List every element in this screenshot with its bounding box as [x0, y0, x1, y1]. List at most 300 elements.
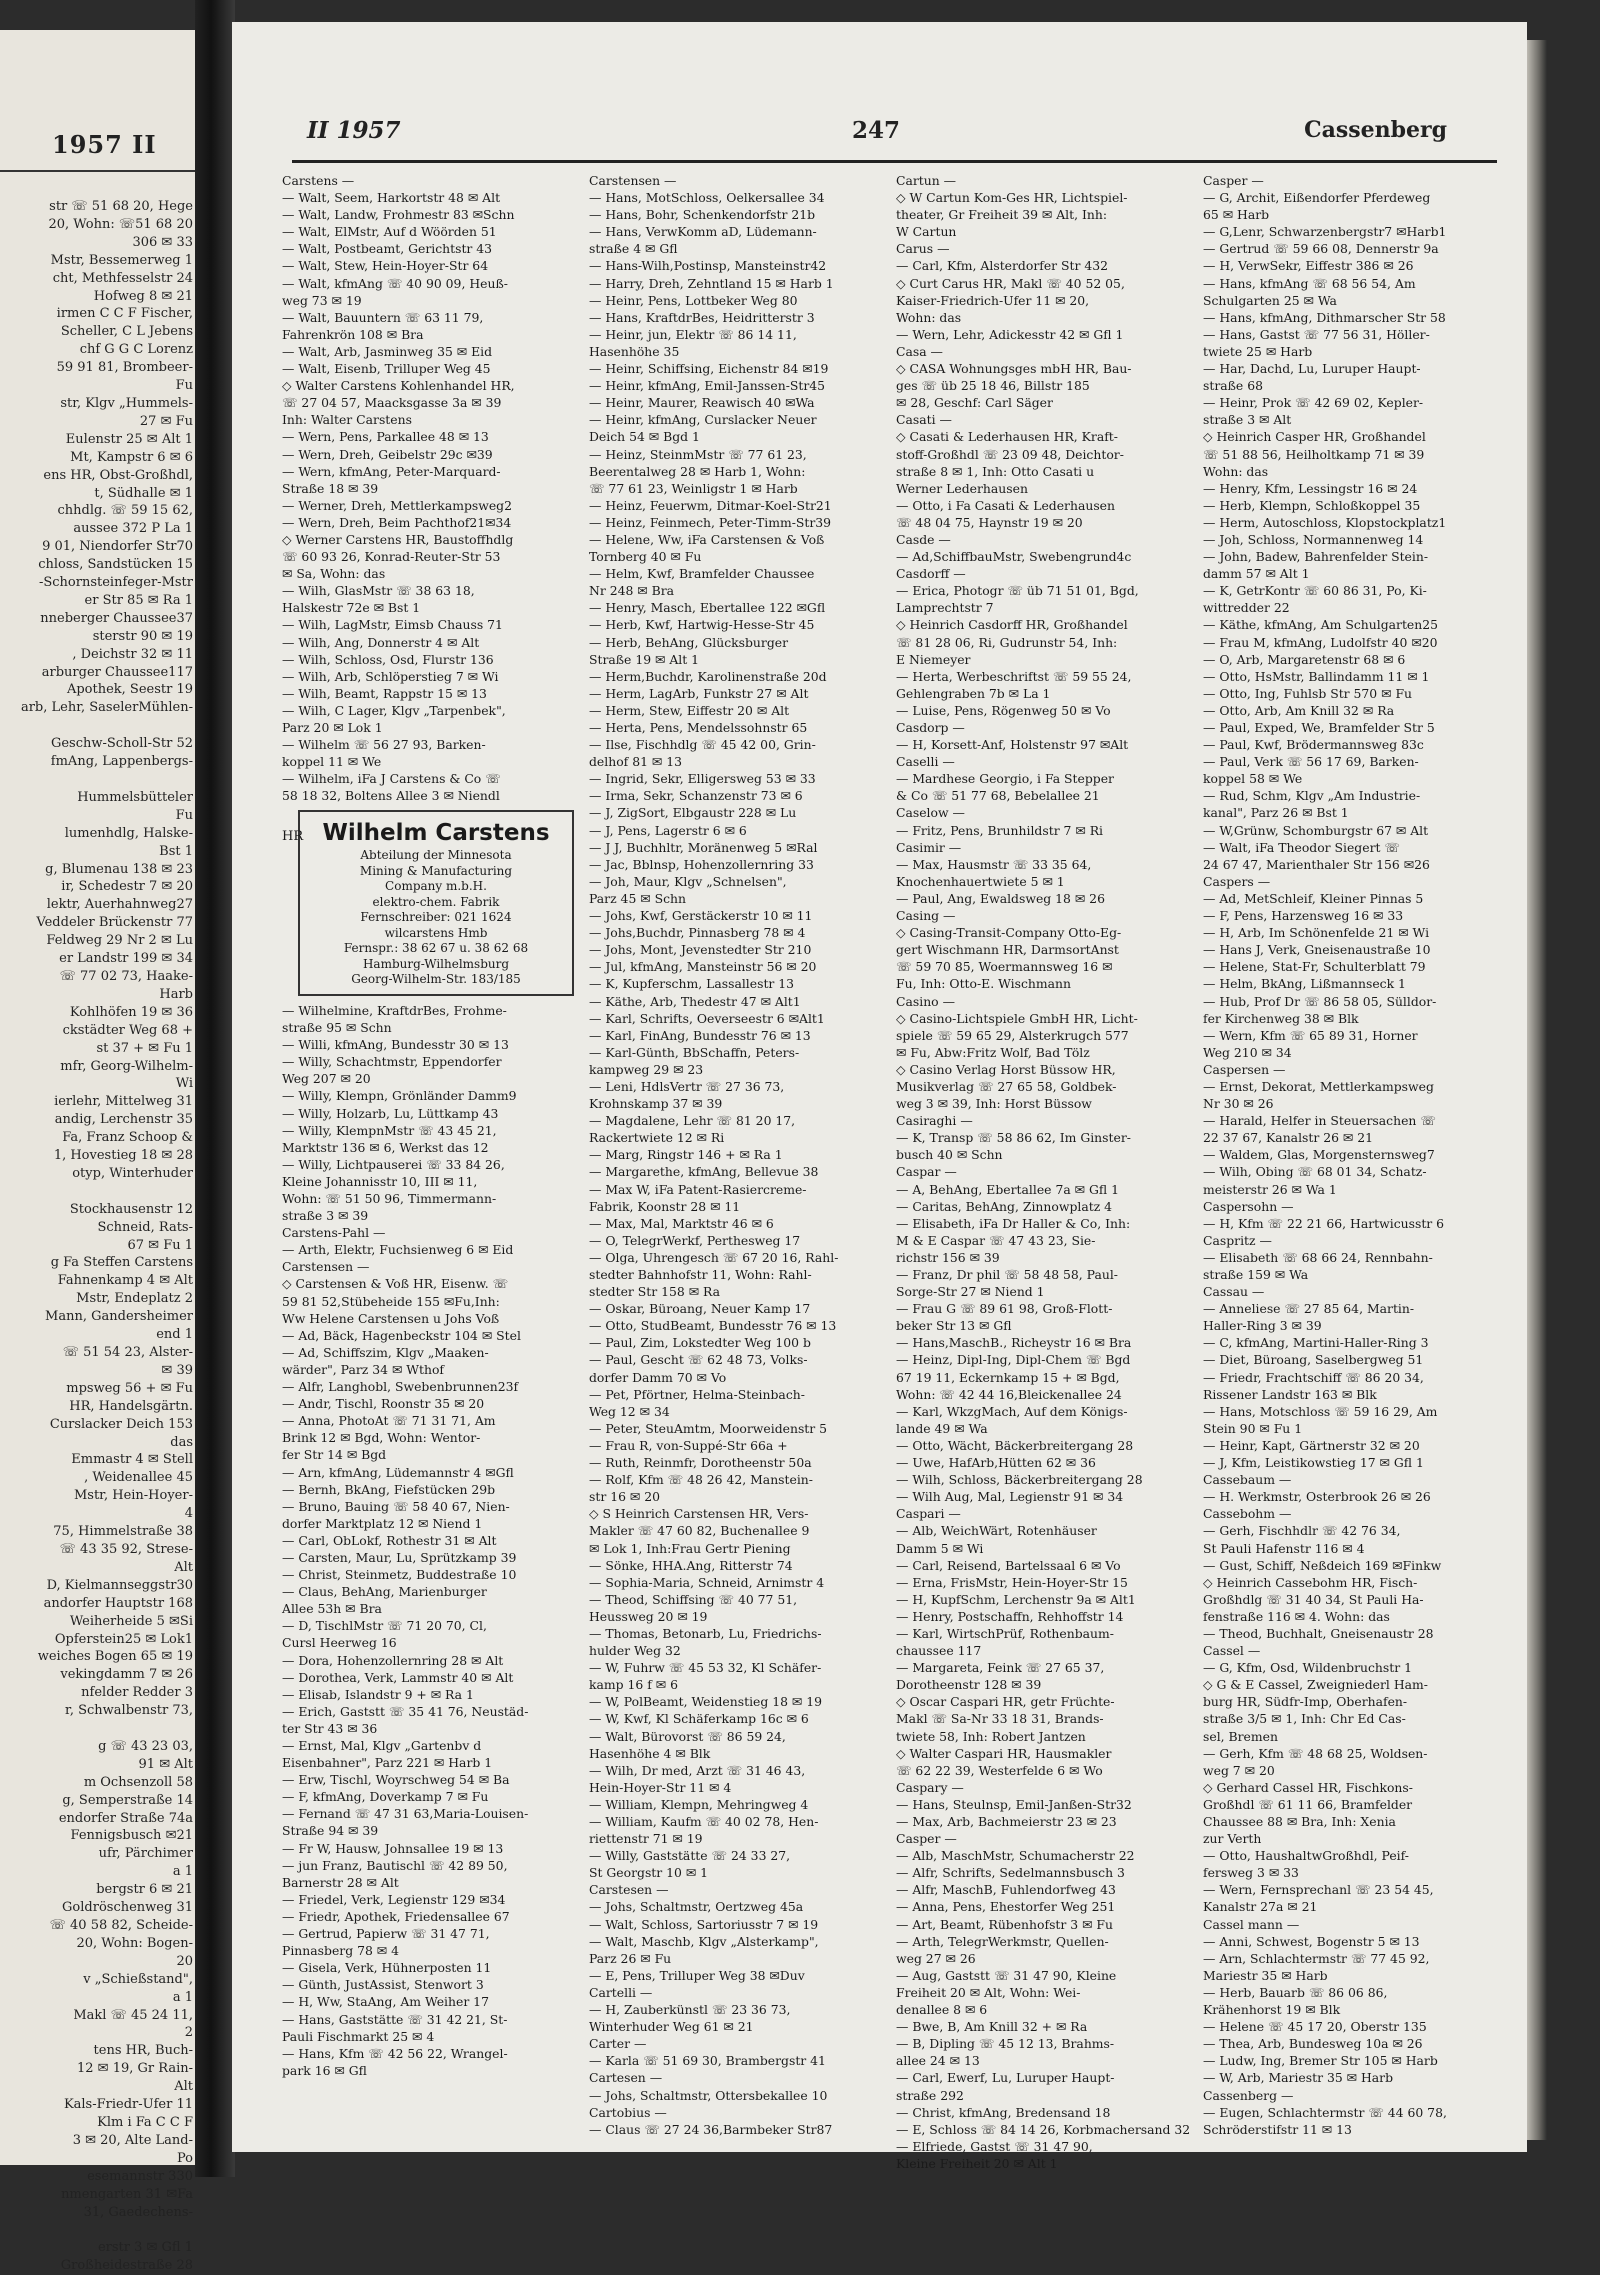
entry-line: — Thomas, Betonarb, Lu, Friedrichs-: [589, 1625, 822, 1641]
entry-line: — Johs, Schaltmstr, Oertzweg 45a: [589, 1899, 804, 1915]
entry-line: 67 ✉ Fu 1: [127, 1237, 193, 1253]
entry-line: — Wern, Lehr, Adickesstr 42 ✉ Gfl 1: [896, 326, 1124, 342]
entry-line: — Walt, Stew, Hein-Hoyer-Str 64: [282, 258, 489, 274]
entry-line: Eisenbahner", Parz 221 ✉ Harb 1: [282, 1755, 493, 1771]
entry-line: — Wilh, Schloss, Bäckerbreitergang 28: [896, 1472, 1143, 1488]
entry-line: , Deichstr 32 ✉ 11: [72, 646, 193, 662]
entry-line: Carus —: [896, 241, 950, 257]
entry-line: — H, KupfSchm, Lerchenstr 9a ✉ Alt1: [896, 1591, 1136, 1607]
entry-line: — Mardhese Georgio, i Fa Stepper: [896, 771, 1114, 787]
entry-line: — Herb, BehAng, Glücksburger: [589, 634, 789, 650]
entry-line: — Pet, Pförtner, Helma-Steinbach-: [589, 1386, 805, 1402]
entry-line: ens HR, Obst-Großhdl,: [43, 467, 193, 483]
entry-line: — Otto, HsMstr, Ballindamm 11 ✉ 1: [1203, 668, 1430, 684]
entry-line: Gehlengraben 7b ✉ La 1: [896, 685, 1051, 701]
entry-line: aussee 372 P La 1: [73, 521, 193, 537]
entry-line: 3 ✉ 20, Alte Land-: [72, 2132, 193, 2148]
entry-line: Schulgarten 25 ✉ Wa: [1203, 292, 1337, 308]
entry-line: — J, Kfm, Leistikowstieg 17 ✉ Gfl 1: [1203, 1455, 1424, 1471]
entry-line: Inh: Walter Carstens: [282, 412, 412, 428]
entry-line: — Claus, BehAng, Marienburger: [282, 1584, 487, 1600]
entry-line: — Walt, Landw, Frohmestr 83 ✉Schn: [282, 207, 515, 223]
entry-line: Pinnasberg 78 ✉ 4: [282, 1943, 399, 1959]
entry-line: — W, PolBeamt, Weidenstieg 18 ✉ 19: [589, 1694, 823, 1710]
entry-line: — Hans, Motschloss ☏ 59 16 29, Am: [1203, 1403, 1438, 1419]
entry-line: ir, Schedestr 7 ✉ 20: [61, 879, 193, 895]
entry-line: — Margareta, Feink ☏ 27 65 37,: [896, 1660, 1105, 1676]
entry-line: — Carl, ObLokf, Rothestr 31 ✉ Alt: [282, 1532, 497, 1548]
entry-line: ◇ Casino-Lichtspiele GmbH HR, Licht-: [896, 1010, 1138, 1026]
entry-line: — Ad,SchiffbauMstr, Swebengrund4c: [896, 549, 1132, 565]
entry-line: lumenhdlg, Halske-: [64, 825, 193, 841]
entry-line: Rissener Landstr 163 ✉ Blk: [1203, 1386, 1377, 1402]
entry-line: — D, TischlMstr ☏ 71 20 70, Cl,: [282, 1618, 487, 1634]
entry-line: — Magdalene, Lehr ☏ 81 20 17,: [589, 1113, 796, 1129]
entry-line: denallee 8 ✉ 6: [896, 2002, 988, 2018]
entry-line: fer Str 14 ✉ Bgd: [282, 1447, 387, 1463]
entry-line: — H, Arb, Im Schönenfelde 21 ✉ Wi: [1203, 925, 1430, 941]
entry-line: wilcarstens Hmb: [384, 925, 488, 940]
entry-line: — Otto, Ing, Fuhlsb Str 570 ✉ Fu: [1203, 685, 1413, 701]
entry-line: -Schornsteinfeger-Mstr: [38, 575, 193, 591]
entry-line: Straße 19 ✉ Alt 1: [589, 651, 700, 667]
entry-line: Fernschreiber: 021 1624: [360, 910, 512, 925]
entry-line: andig, Lerchenstr 35: [54, 1112, 193, 1128]
entry-line: — Paul, Gescht ☏ 62 48 73, Volks-: [589, 1352, 808, 1368]
entry-line: Nr 30 ✉ 26: [1203, 1096, 1274, 1112]
advert-box: [298, 810, 574, 996]
entry-line: Carstens-Pahl —: [282, 1225, 386, 1241]
entry-line: — Wilh, Schloss, Osd, Flurstr 136: [282, 651, 494, 667]
entry-line: — Wilh, GlasMstr ☏ 38 63 18,: [282, 583, 475, 599]
entry-line: Cassau —: [1203, 1284, 1265, 1300]
entry-line: — Herta, Werbeschriftst ☏ 59 55 24,: [896, 668, 1132, 684]
entry-line: Damm 5 ✉ Wi: [896, 1540, 984, 1556]
entry-line: ◇ CASA Wohnungsges mbH HR, Bau-: [896, 361, 1132, 377]
entry-line: er Landstr 199 ✉ 34: [59, 951, 193, 967]
entry-line: M & E Caspar ☏ 47 43 23, Sie-: [896, 1232, 1096, 1248]
entry-line: ◇ Gerhard Cassel HR, Fischkons-: [1203, 1779, 1413, 1795]
entry-line: — Henry, Kfm, Lessingstr 16 ✉ 24: [1203, 480, 1418, 496]
entry-line: Alt: [174, 1559, 193, 1575]
entry-line: — Theod, Buchhalt, Gneisenaustr 28: [1203, 1625, 1434, 1641]
entry-line: — E, Pens, Trilluper Weg 38 ✉Duv: [589, 1967, 805, 1983]
entry-line: Werner Lederhausen: [896, 480, 1028, 496]
entry-line: St Pauli Hafenstr 116 ✉ 4: [1203, 1540, 1365, 1556]
entry-line: — Johs,Buchdr, Pinnasberg 78 ✉ 4: [589, 925, 806, 941]
entry-line: str, Klgv „Hummels-: [60, 395, 193, 411]
entry-line: Carstesen —: [589, 1882, 669, 1898]
entry-line: — Ad, Bäck, Hagenbeckstr 104 ✉ Stel: [282, 1327, 521, 1343]
directory-page: [232, 22, 1527, 2171]
entry-line: mpsweg 56 + ✉ Fu: [66, 1380, 193, 1396]
entry-line: — Walt, Postbeamt, Gerichtstr 43: [282, 241, 493, 257]
entry-line: — Gisela, Verk, Hühnerposten 11: [282, 1960, 492, 1976]
entry-line: Wi: [175, 1076, 193, 1092]
entry-line: Fu: [175, 378, 193, 394]
entry-line: Sorge-Str 27 ✉ Niend 1: [896, 1284, 1045, 1300]
entry-line: 65 ✉ Harb: [1203, 207, 1270, 223]
entry-line: Carter —: [589, 2036, 647, 2052]
entry-line: Fa, Franz Schoop &: [62, 1130, 193, 1146]
entry-line: — Anni, Schwest, Bogenstr 5 ✉ 13: [1203, 1933, 1420, 1949]
entry-line: — Wilh, Arb, Schlöperstieg 7 ✉ Wi: [282, 668, 499, 684]
entry-line: — H, Korsett-Anf, Holstenstr 97 ✉Alt: [896, 737, 1129, 753]
entry-line: Apothek, Seestr 19: [66, 682, 193, 698]
entry-line: Knochenhauertwiete 5 ✉ 1: [896, 873, 1065, 889]
entry-line: — Ilse, Fischhdlg ☏ 45 42 00, Grin-: [589, 737, 816, 753]
entry-line: — E, Schloss ☏ 84 14 26, Korbmachersand 32: [896, 2121, 1191, 2137]
entry-line: Fahrenkrön 108 ✉ Bra: [282, 326, 424, 342]
entry-line: — Carsten, Maur, Lu, Sprützkamp 39: [282, 1549, 517, 1565]
entry-line: — Oskar, Büroang, Neuer Kamp 17: [589, 1301, 811, 1317]
book-gutter: [195, 0, 235, 2177]
entry-line: — Anna, Pens, Ehestorfer Weg 251: [896, 1899, 1116, 1915]
left-page-header: 1957 II: [52, 130, 157, 159]
entry-line: Caspersen —: [1203, 1061, 1286, 1077]
entry-line: — Willy, Klempn, Grönländer Damm9: [282, 1088, 517, 1104]
entry-line: Barnerstr 28 ✉ Alt: [282, 1874, 399, 1890]
entry-line: 1, Hovestieg 18 ✉ 28: [53, 1148, 193, 1164]
advert-hr-mark: HR: [282, 829, 304, 845]
entry-line: — Ad, MetSchleif, Kleiner Pinnas 5: [1203, 890, 1424, 906]
entry-line: — Dorothea, Verk, Lammstr 40 ✉ Alt: [282, 1669, 514, 1685]
entry-line: Fu: [175, 807, 193, 823]
entry-line: — Henry, Masch, Ebertallee 122 ✉Gfl: [589, 600, 826, 616]
entry-line: — Käthe, kfmAng, Am Schulgarten25: [1203, 617, 1439, 633]
entry-line: wittredder 22: [1203, 600, 1290, 616]
entry-line: — Wern, Pens, Parkallee 48 ✉ 13: [282, 429, 489, 445]
entry-line: 31, Gaedechens-: [83, 2204, 193, 2220]
entry-line: — K, GetrKontr ☏ 60 86 31, Po, Ki-: [1203, 583, 1427, 599]
entry-line: g Fa Steffen Carstens: [50, 1255, 193, 1271]
entry-line: — H, Zauberkünstl ☏ 23 36 73,: [589, 2002, 791, 2018]
entry-line: — K, Transp ☏ 58 86 62, Im Ginster-: [896, 1130, 1131, 1146]
entry-line: D, Kielmannseggstr30: [46, 1577, 193, 1593]
entry-line: straße 95 ✉ Schn: [282, 1020, 392, 1036]
entry-line: Weg 12 ✉ 34: [589, 1403, 670, 1419]
column-1: [282, 172, 574, 2132]
entry-line: — Ruth, Reinmfr, Dorotheenstr 50a: [589, 1455, 812, 1471]
entry-line: — Ernst, Dekorat, Mettlerkampsweg: [1203, 1078, 1434, 1094]
entry-line: Casing —: [896, 908, 956, 924]
entry-line: — Elisabeth, iFa Dr Haller & Co, Inh:: [896, 1215, 1131, 1231]
entry-line: [0, 771, 193, 789]
entry-line: — Anna, PhotoAt ☏ 71 31 71, Am: [282, 1413, 496, 1429]
entry-line: Kleine Freiheit 20 ✉ Alt 1: [896, 2155, 1058, 2171]
entry-line: park 16 ✉ Gfl: [282, 2062, 367, 2078]
entry-line: — J, ZigSort, Elbgaustr 228 ✉ Lu: [589, 805, 797, 821]
entry-line: — H, Ww, StaAng, Am Weiher 17: [282, 1994, 489, 2010]
entry-line: — Carl, Reisend, Bartelssaal 6 ✉ Vo: [896, 1557, 1121, 1573]
entry-line: — Wilhelm, iFa J Carstens & Co ☏: [282, 771, 501, 787]
entry-line: — Fritz, Pens, Brunhildstr 7 ✉ Ri: [896, 822, 1103, 838]
entry-line: Georg-Wilhelm-Str. 183/185: [351, 972, 521, 987]
entry-line: Dorotheenstr 128 ✉ 39: [896, 1677, 1042, 1693]
entry-line: Cartobius —: [589, 2104, 667, 2120]
entry-line: — Paul, Kwf, Brödermannsweg 83c: [1203, 737, 1424, 753]
entry-line: — Käthe, Arb, Thedestr 47 ✉ Alt1: [589, 993, 801, 1009]
entry-line: Makl ☏ 45 24 11,: [73, 2007, 193, 2023]
entry-line: — Fr W, Hausw, Johnsallee 19 ✉ 13: [282, 1840, 504, 1856]
left-page-lines: [0, 198, 193, 2275]
entry-line: straße 292: [896, 2087, 964, 2103]
entry-line: 20: [176, 1953, 193, 1969]
entry-line: — Johs, Mont, Jevenstedter Str 210: [589, 942, 812, 958]
entry-line: beker Str 13 ✉ Gfl: [896, 1318, 1012, 1334]
entry-line: — Max, Hausmstr ☏ 33 35 64,: [896, 856, 1092, 872]
entry-line: — Johs, Kwf, Gerstäckerstr 10 ✉ 11: [589, 908, 813, 924]
entry-line: — Wilh Aug, Mal, Legienstr 91 ✉ 34: [896, 1489, 1124, 1505]
entry-line: — Bernh, BkAng, Fiefstücken 29b: [282, 1481, 496, 1497]
entry-line: Weg 207 ✉ 20: [282, 1071, 371, 1087]
entry-line: — G,Lenr, Schwarzenbergstr7 ✉Harb1: [1203, 224, 1447, 240]
entry-line: — Erw, Tischl, Woyrschweg 54 ✉ Ba: [282, 1772, 510, 1788]
entry-line: Kohlhöfen 19 ✉ 36: [69, 1004, 193, 1020]
entry-line: — Hans, VerwKomm aD, Lüdemann-: [589, 224, 817, 240]
entry-line: — Elisab, Islandstr 9 + ✉ Ra 1: [282, 1686, 474, 1702]
entry-line: ◇ Werner Carstens HR, Baustoffhdlg: [282, 531, 514, 547]
entry-line: — W, Arb, Mariestr 35 ✉ Harb: [1203, 2070, 1394, 2086]
entry-line: — Helm, BkAng, Lißmannseck 1: [1203, 976, 1406, 992]
entry-line: ☏ 51 88 56, Heilholtkamp 71 ✉ 39: [1203, 446, 1425, 462]
entry-line: — J J, Buchhltr, Moränenweg 5 ✉Ral: [589, 839, 818, 855]
entry-line: E Niemeyer: [896, 651, 971, 667]
entry-line: — G, Kfm, Osd, Wildenbruchstr 1: [1203, 1660, 1412, 1676]
entry-line: Goldröschenweg 31: [62, 1900, 193, 1916]
entry-line: Musikverlag ☏ 27 65 58, Goldbek-: [896, 1078, 1117, 1094]
entry-line: ◇ Heinrich Cassebohm HR, Fisch-: [1203, 1574, 1418, 1590]
entry-line: ☏ 43 35 92, Strese-: [59, 1541, 193, 1557]
entry-line: wärder", Parz 34 ✉ Wthof: [282, 1361, 445, 1377]
entry-line: ☏ 40 58 82, Scheide-: [49, 1918, 193, 1933]
entry-line: ✉ 28, Geschf: Carl Säger: [896, 395, 1053, 411]
entry-line: Cassebohm —: [1203, 1506, 1292, 1522]
entry-line: ◇ Casing-Transit-Company Otto-Eg-: [896, 925, 1122, 941]
entry-line: Casper —: [896, 1831, 957, 1847]
advert-title: Wilhelm Carstens: [322, 820, 550, 847]
entry-line: arb, Lehr, SaselerMühlen-: [20, 700, 193, 716]
entry-line: — Friedel, Verk, Legienstr 129 ✉34: [282, 1891, 506, 1907]
entry-line: Großheidestraße 28: [60, 2258, 193, 2274]
entry-line: cht, Methfesselstr 24: [52, 270, 193, 286]
entry-line: — Johs, Schaltmstr, Ottersbekallee 10: [589, 2087, 828, 2103]
entry-line: fersweg 3 ✉ 33: [1203, 1865, 1299, 1881]
entry-line: ☏ 60 93 26, Konrad-Reuter-Str 53: [282, 549, 501, 565]
entry-line: Hamburg-Wilhelmsburg: [362, 956, 510, 971]
entry-line: — Aug, Gaststt ☏ 31 47 90, Kleine: [896, 1967, 1117, 1983]
entry-line: — Alb, MaschMstr, Schumacherstr 22: [896, 1848, 1135, 1864]
entry-line: — Dora, Hohenzollernring 28 ✉ Alt: [282, 1652, 504, 1668]
entry-line: ☏ 81 28 06, Ri, Gudrunstr 54, Inh:: [896, 634, 1118, 650]
entry-line: Feldweg 29 Nr 2 ✉ Lu: [46, 933, 193, 949]
entry-line: — Alb, WeichWärt, Rotenhäuser: [896, 1523, 1097, 1539]
entry-line: ◇ Curt Carus HR, Makl ☏ 40 52 05,: [896, 275, 1125, 291]
entry-line: sterstr 90 ✉ 19: [92, 628, 193, 644]
entry-line: ☏ 77 61 23, Weinligstr 1 ✉ Harb: [589, 480, 798, 496]
entry-line: — Wern, Dreh, Geibelstr 29c ✉39: [282, 446, 493, 462]
entry-line: — Marg, Ringstr 146 + ✉ Ra 1: [589, 1147, 783, 1163]
entry-line: Fu, Inh: Otto-E. Wischmann: [896, 976, 1071, 992]
entry-line: Weiherheide 5 ✉Si: [69, 1613, 193, 1629]
entry-line: Mt, Kampstr 6 ✉ 6: [70, 449, 193, 465]
entry-line: — Karl, WkzgMach, Auf dem Königs-: [896, 1403, 1128, 1419]
entry-line: — Gertrud, Papierw ☏ 31 47 71,: [282, 1926, 490, 1942]
entry-line: Caspary —: [896, 1779, 964, 1795]
entry-line: Schneid, Rats-: [97, 1219, 193, 1235]
entry-line: damm 57 ✉ Alt 1: [1203, 566, 1310, 582]
entry-line: straße 4 ✉ Gfl: [589, 241, 678, 257]
entry-line: — B, Dipling ☏ 45 12 13, Brahms-: [896, 2036, 1115, 2052]
entry-line: — Alfr, Langhobl, Swebenbrunnen23f: [282, 1379, 519, 1395]
entry-line: — Walt, kfmAng ☏ 40 90 09, Heuß-: [282, 275, 508, 291]
entry-line: 20, Wohn: ☏51 68 20: [48, 216, 193, 232]
volume-label: II 1957: [307, 117, 401, 144]
left-page: [0, 30, 196, 2274]
entry-line: mfr, Georg-Wilhelm-: [60, 1058, 193, 1074]
entry-line: lektr, Auerhahnweg27: [46, 897, 193, 913]
entry-line: Carstensen —: [589, 173, 677, 188]
entry-line: — Wilh, Obing ☏ 68 01 34, Schatz-: [1203, 1164, 1427, 1180]
entry-line: — Karl-Günth, BbSchaffn, Peters-: [589, 1044, 800, 1060]
entry-line: Mann, Gandersheimer: [45, 1309, 193, 1325]
entry-line: Hofweg 8 ✉ 21: [93, 288, 193, 304]
entry-line: — Frau M, kfmAng, Ludolfstr 40 ✉20: [1203, 634, 1438, 650]
entry-line: — Heinr, Schiffsing, Eichenstr 84 ✉19: [589, 361, 829, 377]
entry-line: richstr 156 ✉ 39: [896, 1249, 1000, 1265]
entry-line: Carstensen —: [282, 1259, 370, 1275]
entry-line: Tornberg 40 ✉ Fu: [589, 549, 702, 565]
entry-line: — Walt, Eisenb, Trilluper Weg 45: [282, 361, 491, 377]
entry-line: — Wilhelm ☏ 56 27 93, Barken-: [282, 737, 486, 753]
entry-line: Casde —: [896, 531, 951, 547]
entry-line: straße 8 ✉ 1, Inh: Otto Casati u: [896, 463, 1095, 479]
entry-line: — K, Kupferschm, Lassallestr 13: [589, 976, 795, 992]
entry-line: — Friedr, Frachtschiff ☏ 86 20 34,: [1203, 1369, 1424, 1385]
entry-line: — Carl, Kfm, Alsterdorfer Str 432: [896, 258, 1109, 274]
entry-line: — Wern, Dreh, Beim Pachthof21✉34: [282, 514, 512, 530]
entry-line: — Helene, Stat-Fr, Schulterblatt 79: [1203, 959, 1426, 975]
entry-line: ckstädter Weg 68 +: [62, 1022, 193, 1038]
entry-line: Opferstein25 ✉ Lok1: [54, 1631, 193, 1647]
entry-line: str ☏ 51 68 20, Hege: [49, 199, 193, 214]
entry-line: Cursl Heerweg 16: [282, 1635, 397, 1651]
entry-line: — Paul, Ang, Ewaldsweg 18 ✉ 26: [896, 890, 1105, 906]
entry-line: — Hans, Kfm ☏ 42 56 22, Wrangel-: [282, 2045, 508, 2061]
entry-line: — Helene ☏ 45 17 20, Oberstr 135: [1203, 2019, 1427, 2035]
entry-line: ◇ Carstensen & Voß HR, Eisenw. ☏: [282, 1276, 509, 1292]
entry-line: Kanalstr 27a ✉ 21: [1203, 1899, 1318, 1915]
entry-line: — Sophia-Maria, Schneid, Arnimstr 4: [589, 1574, 825, 1590]
entry-line: — Willy, KlempnMstr ☏ 43 45 21,: [282, 1122, 497, 1138]
entry-line: — William, Klempn, Mehringweg 4: [589, 1796, 809, 1812]
entry-line: — Friedr, Apothek, Friedensallee 67: [282, 1908, 510, 1924]
entry-line: twiete 58, Inh: Robert Jantzen: [896, 1728, 1086, 1744]
entry-line: — Willi, kfmAng, Bundesstr 30 ✉ 13: [282, 1037, 509, 1053]
entry-line: — Heinz, Dipl-Ing, Dipl-Chem ☏ Bgd: [896, 1352, 1131, 1368]
entry-line: Curslacker Deich 153: [49, 1416, 193, 1432]
entry-line: kamp 16 f ✉ 6: [589, 1677, 678, 1693]
entry-line: — Jac, Bblnsp, Hohenzollernring 33: [589, 856, 814, 872]
entry-line: Allee 53h ✉ Bra: [282, 1601, 382, 1617]
entry-line: Fahnenkamp 4 ✉ Alt: [57, 1273, 193, 1289]
entry-line: Straße 18 ✉ 39: [282, 480, 379, 496]
entry-line: straße 3/5 ✉ 1, Inh: Chr Ed Cas-: [1203, 1711, 1406, 1727]
entry-line: Deich 54 ✉ Bgd 1: [589, 429, 700, 445]
column-2: [589, 172, 881, 2137]
entry-line: — Karl, WirtschPrüf, Rothenbaum-: [896, 1625, 1114, 1641]
entry-line: — Walt, Arb, Jasminweg 35 ✉ Eid: [282, 343, 493, 359]
entry-line: ◇ Heinrich Casper HR, Großhandel: [1203, 429, 1426, 445]
entry-line: — Diet, Büroang, Saselbergweg 51: [1203, 1352, 1424, 1368]
entry-line: — Erich, Gaststt ☏ 35 41 76, Neustäd-: [282, 1703, 529, 1719]
entry-line: dorfer Damm 70 ✉ Vo: [589, 1369, 727, 1385]
entry-line: andorfer Hauptstr 168: [43, 1595, 193, 1611]
entry-line: lande 49 ✉ Wa: [896, 1420, 988, 1436]
entry-line: Geschw-Scholl-Str 52: [50, 736, 193, 752]
entry-line: — Hans, kfmAng ☏ 68 56 54, Am: [1203, 275, 1416, 291]
entry-line: — Rud, Schm, Klgv „Am Industrie-: [1203, 788, 1421, 804]
entry-line: ◇ G & E Cassel, Zweigniederl Ham-: [1203, 1677, 1428, 1693]
entry-line: tens HR, Buch-: [93, 2043, 193, 2059]
entry-line: 67 19 11, Eckernkamp 15 + ✉ Bgd,: [896, 1369, 1120, 1385]
entry-line: spiele ☏ 59 65 29, Alsterkrugch 577: [896, 1027, 1129, 1043]
entry-line: a 1: [172, 1864, 193, 1880]
entry-line: [0, 1183, 193, 1201]
entry-line: — Eugen, Schlachtermstr ☏ 44 60 78,: [1203, 2104, 1447, 2120]
entry-line: das: [170, 1434, 193, 1450]
entry-line: twiete 25 ✉ Harb: [1203, 343, 1313, 359]
entry-line: — Herta, Pens, Mendelssohnstr 65: [589, 720, 808, 735]
entry-line: — Sönke, HHA.Ang, Ritterstr 74: [589, 1557, 793, 1573]
entry-line: — John, Badew, Bahrenfelder Stein-: [1203, 549, 1429, 565]
entry-line: Fabrik, Koonstr 28 ✉ 11: [589, 1198, 741, 1214]
entry-line: — Heinr, kfmAng, Emil-Janssen-Str45: [589, 378, 826, 394]
entry-line: Cassebaum —: [1203, 1472, 1292, 1488]
entry-line: — Jul, kfmAng, Mansteinstr 56 ✉ 20: [589, 959, 817, 975]
entry-line: Casa —: [896, 343, 943, 359]
entry-line: — Hans, Gaststätte ☏ 31 42 21, St-: [282, 2011, 508, 2027]
entry-line: weiches Bogen 65 ✉ 19: [37, 1649, 193, 1665]
entry-line: nneberger Chaussee37: [40, 610, 193, 626]
entry-line: burg HR, Südfr-Imp, Oberhafen-: [1203, 1694, 1408, 1710]
entry-line: — Ernst, Mal, Klgv „Gartenbv d: [282, 1738, 482, 1753]
entry-line: chloss, Sandstücken 15: [38, 557, 193, 573]
entry-line: — Leni, HdlsVertr ☏ 27 36 73,: [589, 1078, 785, 1094]
entry-line: Wohn: ☏ 51 50 96, Timmermann-: [282, 1191, 497, 1206]
entry-line: — Walt, Bürovorst ☏ 86 59 24,: [589, 1728, 786, 1744]
entry-line: Company m.b.H.: [385, 879, 487, 894]
entry-line: — Wilh, C Lager, Klgv „Tarpenbek",: [282, 702, 506, 718]
entry-line: & Co ☏ 51 77 68, Bebelallee 21: [896, 788, 1100, 804]
entry-line: t, Südhalle ✉ 1: [94, 485, 193, 501]
entry-line: 27 ✉ Fu: [139, 413, 193, 429]
entry-line: end 1: [156, 1327, 193, 1343]
entry-line: — Heinr, Maurer, Reawisch 40 ✉Wa: [589, 395, 815, 411]
column-1-entries-continued: [282, 1002, 574, 2079]
entry-line: ☏ 77 02 73, Haake-: [59, 968, 193, 984]
entry-line: Wohn: das: [896, 309, 962, 325]
entry-line: — Erica, Photogr ☏ üb 71 51 01, Bgd,: [896, 583, 1139, 599]
entry-line: — Walt, Seem, Harkortstr 48 ✉ Alt: [282, 190, 501, 206]
entry-line: vekingdamm 7 ✉ 26: [60, 1667, 193, 1683]
entry-line: ter Str 43 ✉ 36: [282, 1720, 378, 1736]
entry-line: HR, Handelsgärtn.: [69, 1398, 193, 1414]
entry-line: irmen C C F Fischer,: [56, 306, 193, 322]
entry-line: Po: [176, 2150, 193, 2166]
entry-line: — Heinr, jun, Elektr ☏ 86 14 11,: [589, 326, 797, 342]
entry-line: Großhdlg ☏ 31 40 34, St Pauli Ha-: [1203, 1591, 1424, 1607]
